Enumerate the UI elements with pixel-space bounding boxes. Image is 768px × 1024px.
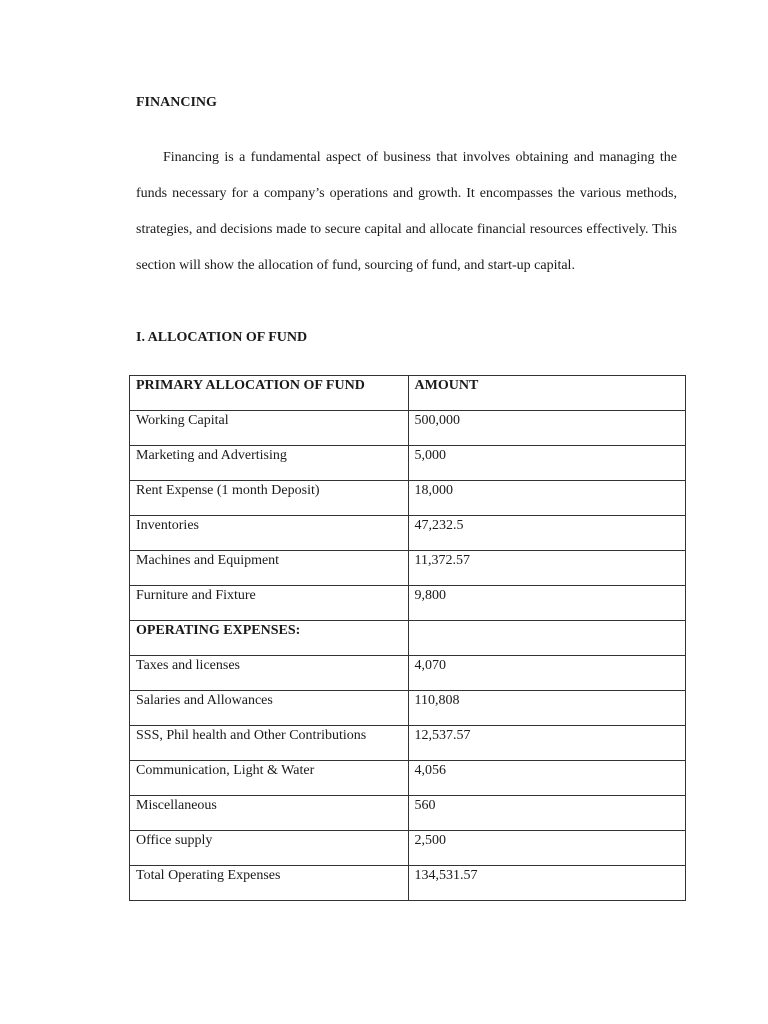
row-label: Furniture and Fixture	[130, 586, 409, 621]
table-row	[130, 481, 686, 516]
table-body	[130, 411, 686, 901]
row-label: Communication, Light & Water	[130, 761, 409, 796]
header-amount: AMOUNT	[408, 376, 685, 411]
row-label: Machines and Equipment	[130, 551, 409, 586]
table-row	[130, 551, 686, 586]
row-label: Miscellaneous	[130, 796, 409, 831]
table-row	[130, 726, 686, 761]
row-amount: 560	[408, 796, 685, 831]
row-amount: 9,800	[408, 586, 685, 621]
row-amount: 500,000	[408, 411, 685, 446]
row-amount: 47,232.5	[408, 516, 685, 551]
row-amount: 11,372.57	[408, 551, 685, 586]
row-label: Inventories	[130, 516, 409, 551]
row-amount: 5,000	[408, 446, 685, 481]
row-label: Working Capital	[130, 411, 409, 446]
table-row	[130, 446, 686, 481]
table-header-row	[130, 376, 686, 411]
row-label: Marketing and Advertising	[130, 446, 409, 481]
row-label: Rent Expense (1 month Deposit)	[130, 481, 409, 516]
row-label: OPERATING EXPENSES:	[130, 621, 409, 656]
table-row	[130, 516, 686, 551]
section-title: FINANCING	[136, 95, 217, 110]
table-row	[130, 586, 686, 621]
row-amount: 2,500	[408, 831, 685, 866]
table-row	[130, 411, 686, 446]
header-allocation: PRIMARY ALLOCATION OF FUND	[130, 376, 409, 411]
row-label: SSS, Phil health and Other Contributions	[130, 726, 409, 761]
row-amount: 134,531.57	[408, 866, 685, 901]
row-label: Salaries and Allowances	[130, 691, 409, 726]
intro-paragraph: Financing is a fundamental aspect of business that involves obtaining and managing the funds necessary for a company’s operations and growth. It encompasses the various methods, strategies, and decisions made to secure capital and allocate financial resources effectively. This section will show the allocation of fund, sourcing of fund, and start-up capital.	[136, 150, 677, 273]
allocation-table	[129, 375, 686, 901]
row-amount: 4,070	[408, 656, 685, 691]
row-amount: 12,537.57	[408, 726, 685, 761]
table-row	[130, 761, 686, 796]
table-row	[130, 621, 686, 656]
table-row	[130, 831, 686, 866]
row-amount: 4,056	[408, 761, 685, 796]
row-label: Total Operating Expenses	[130, 866, 409, 901]
row-amount: 18,000	[408, 481, 685, 516]
row-label: Taxes and licenses	[130, 656, 409, 691]
subsection-title: I. ALLOCATION OF FUND	[136, 330, 308, 345]
row-label: Office supply	[130, 831, 409, 866]
table-row	[130, 691, 686, 726]
table-row	[130, 866, 686, 901]
row-amount: 110,808	[408, 691, 685, 726]
table-row	[130, 796, 686, 831]
table-row	[130, 656, 686, 691]
row-amount	[408, 621, 685, 656]
